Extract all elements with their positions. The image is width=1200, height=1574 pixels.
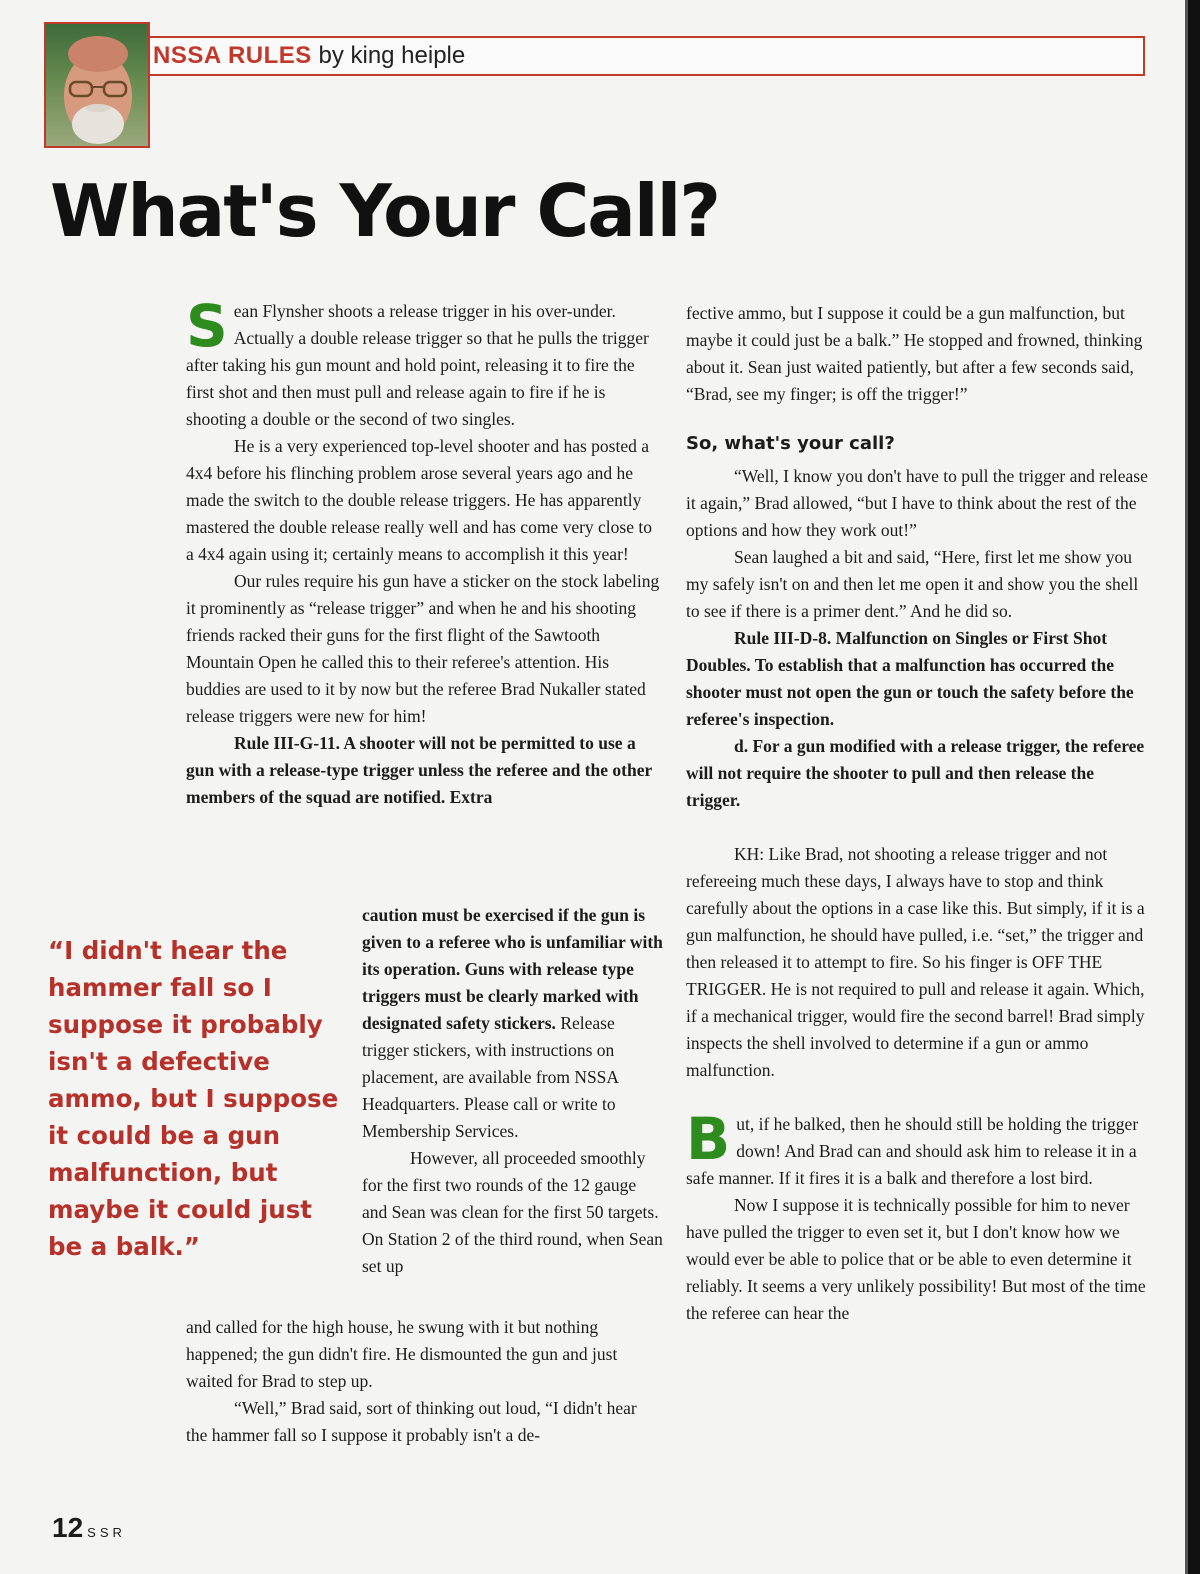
paragraph-3: Our rules require his gun have a sticker on the stock labeling it prominently as “release trigger” and when he and his shooting friends racked their guns for the first flight of the Sawtooth Mountain Open he called this to their referee's attention. His buddies are used to it by now but the referee Brad Nukaller stated release triggers were new for him! bbox=[186, 571, 660, 726]
subhead: So, what's your call? bbox=[686, 433, 895, 454]
col2-paragraph-1: fective ammo, but I suppose it could be a gun malfunction, but maybe it could just be a balk.” He stopped and frowned, thinking about it. Sean just waited patiently, but after a few seconds said, “Brad, see my finger; is off the trigger!” bbox=[686, 303, 1143, 404]
author-photo bbox=[44, 22, 150, 148]
column-1-bottom bbox=[186, 1314, 662, 1449]
paragraph-5: “Well,” Brad said, sort of thinking out loud, “I didn't hear the hammer fall so I suppose it probably isn't a de- bbox=[186, 1398, 637, 1445]
drop-cap: S bbox=[186, 292, 228, 360]
col2-paragraph-last: Now I suppose it is technically possible for him to never have pulled the trigger to even set it, but I don't know how we would ever be able to police that or be able to even determine it reliably. It seems a very unlikely possibility! But most of the time the referee can hear the bbox=[686, 1195, 1146, 1323]
scan-edge bbox=[1188, 0, 1200, 1574]
pull-quote: “I didn't hear the hammer fall so I suppose it probably isn't a defective ammo, but I suppose it could be a gun malfunction, but maybe it could just be a balk.” bbox=[48, 936, 339, 1261]
col2-paragraph-but: But, if he balked, then he should still be holding the trigger down! And Brad can and should ask him to release it in a safe manner. If it fires it is a balk and therefore a lost bird. bbox=[686, 1105, 1139, 1188]
column-2 bbox=[686, 300, 1148, 1327]
col2-paragraph-kh: KH: Like Brad, not shooting a release trigger and not refereeing much these days, I always have to stop and think carefully about the options in a case like this. But simply, if it is a gun malfunction, he should have pulled, i.e. “set,” the trigger and then released it to attempt to fire. So his finger is OFF THE TRIGGER. He is not required to pull and release it again. Which, if a mechanical trigger, would fire the second barrel! Brad simply inspects the shell involved to determine if a gun or ammo malfunction. bbox=[686, 844, 1145, 1080]
paragraph-4: However, all proceeded smoothly for the first two rounds of the 12 gauge and Sean was clean for the first 50 targets. On Station 2 of the third round, when Sean set up bbox=[362, 1148, 663, 1276]
rule-iii-g-11: Rule III-G-11. A shooter will not be permitted to use a gun with a release-type trigger unless the referee and the other members of the squad are notified. Extra bbox=[186, 733, 652, 807]
magazine-name: SSR bbox=[87, 1525, 126, 1540]
col2-paragraph-2: “Well, I know you don't have to pull the trigger and release it again,” Brad allowed, “but I have to think about the rest of the options and how they work out!” bbox=[686, 466, 1148, 540]
department-header bbox=[145, 36, 1145, 76]
page-folio bbox=[52, 1512, 126, 1544]
col2-paragraph-3: Sean laughed a bit and said, “Here, first let me show you my safely isn't on and then let me open it and show you the shell to see if there is a primer dent.” And he did so. bbox=[686, 547, 1139, 621]
rule-iii-d-8: Rule III-D-8. Malfunction on Singles or First Shot Doubles. To establish that a malfunction has occurred the shooter must not open the gun or touch the safety before the referee's inspection. bbox=[686, 628, 1134, 729]
rule-iii-g-11-continued: caution must be exercised if the gun is given to a referee who is unfamiliar with its operation. Guns with release type triggers must be clearly marked with designated safety stickers. Release trigger stickers, with instructions on placement, are available from NSSA Headquarters. Please call or write to Membership Services. bbox=[362, 905, 663, 1141]
author-portrait-image bbox=[46, 24, 148, 146]
paragraph-1: Sean Flynsher shoots a release trigger in his over-under. Actually a double release trigger so that he pulls the trigger after taking his gun mount and hold point, releasing it to fire the first shot and then must pull and release again to fire if he is shooting a double or the second of two singles. bbox=[186, 292, 649, 429]
drop-cap-b: B bbox=[686, 1105, 731, 1173]
column-1-top bbox=[186, 292, 662, 811]
byline: by king heiple bbox=[318, 42, 466, 69]
rule-iii-d-8-d: d. For a gun modified with a release trigger, the referee will not require the shooter to pull and then release the trigger. bbox=[686, 736, 1145, 810]
article-title: What's Your Call? bbox=[50, 169, 720, 253]
column-1-narrow bbox=[362, 902, 664, 1280]
section-label: NSSA RULES bbox=[153, 42, 312, 69]
paragraph-4-continued: and called for the high house, he swung with it but nothing happened; the gun didn't fire. He dismounted the gun and just waited for Brad to step up. bbox=[186, 1317, 618, 1391]
page-number: 12 bbox=[52, 1512, 84, 1543]
paragraph-2: He is a very experienced top-level shooter and has posted a 4x4 before his flinching problem arose several years ago and he made the switch to the double release triggers. He has apparently mastered the double release really well and has come very close to a 4x4 again using it; certainly means to accomplish it this year! bbox=[186, 436, 652, 564]
